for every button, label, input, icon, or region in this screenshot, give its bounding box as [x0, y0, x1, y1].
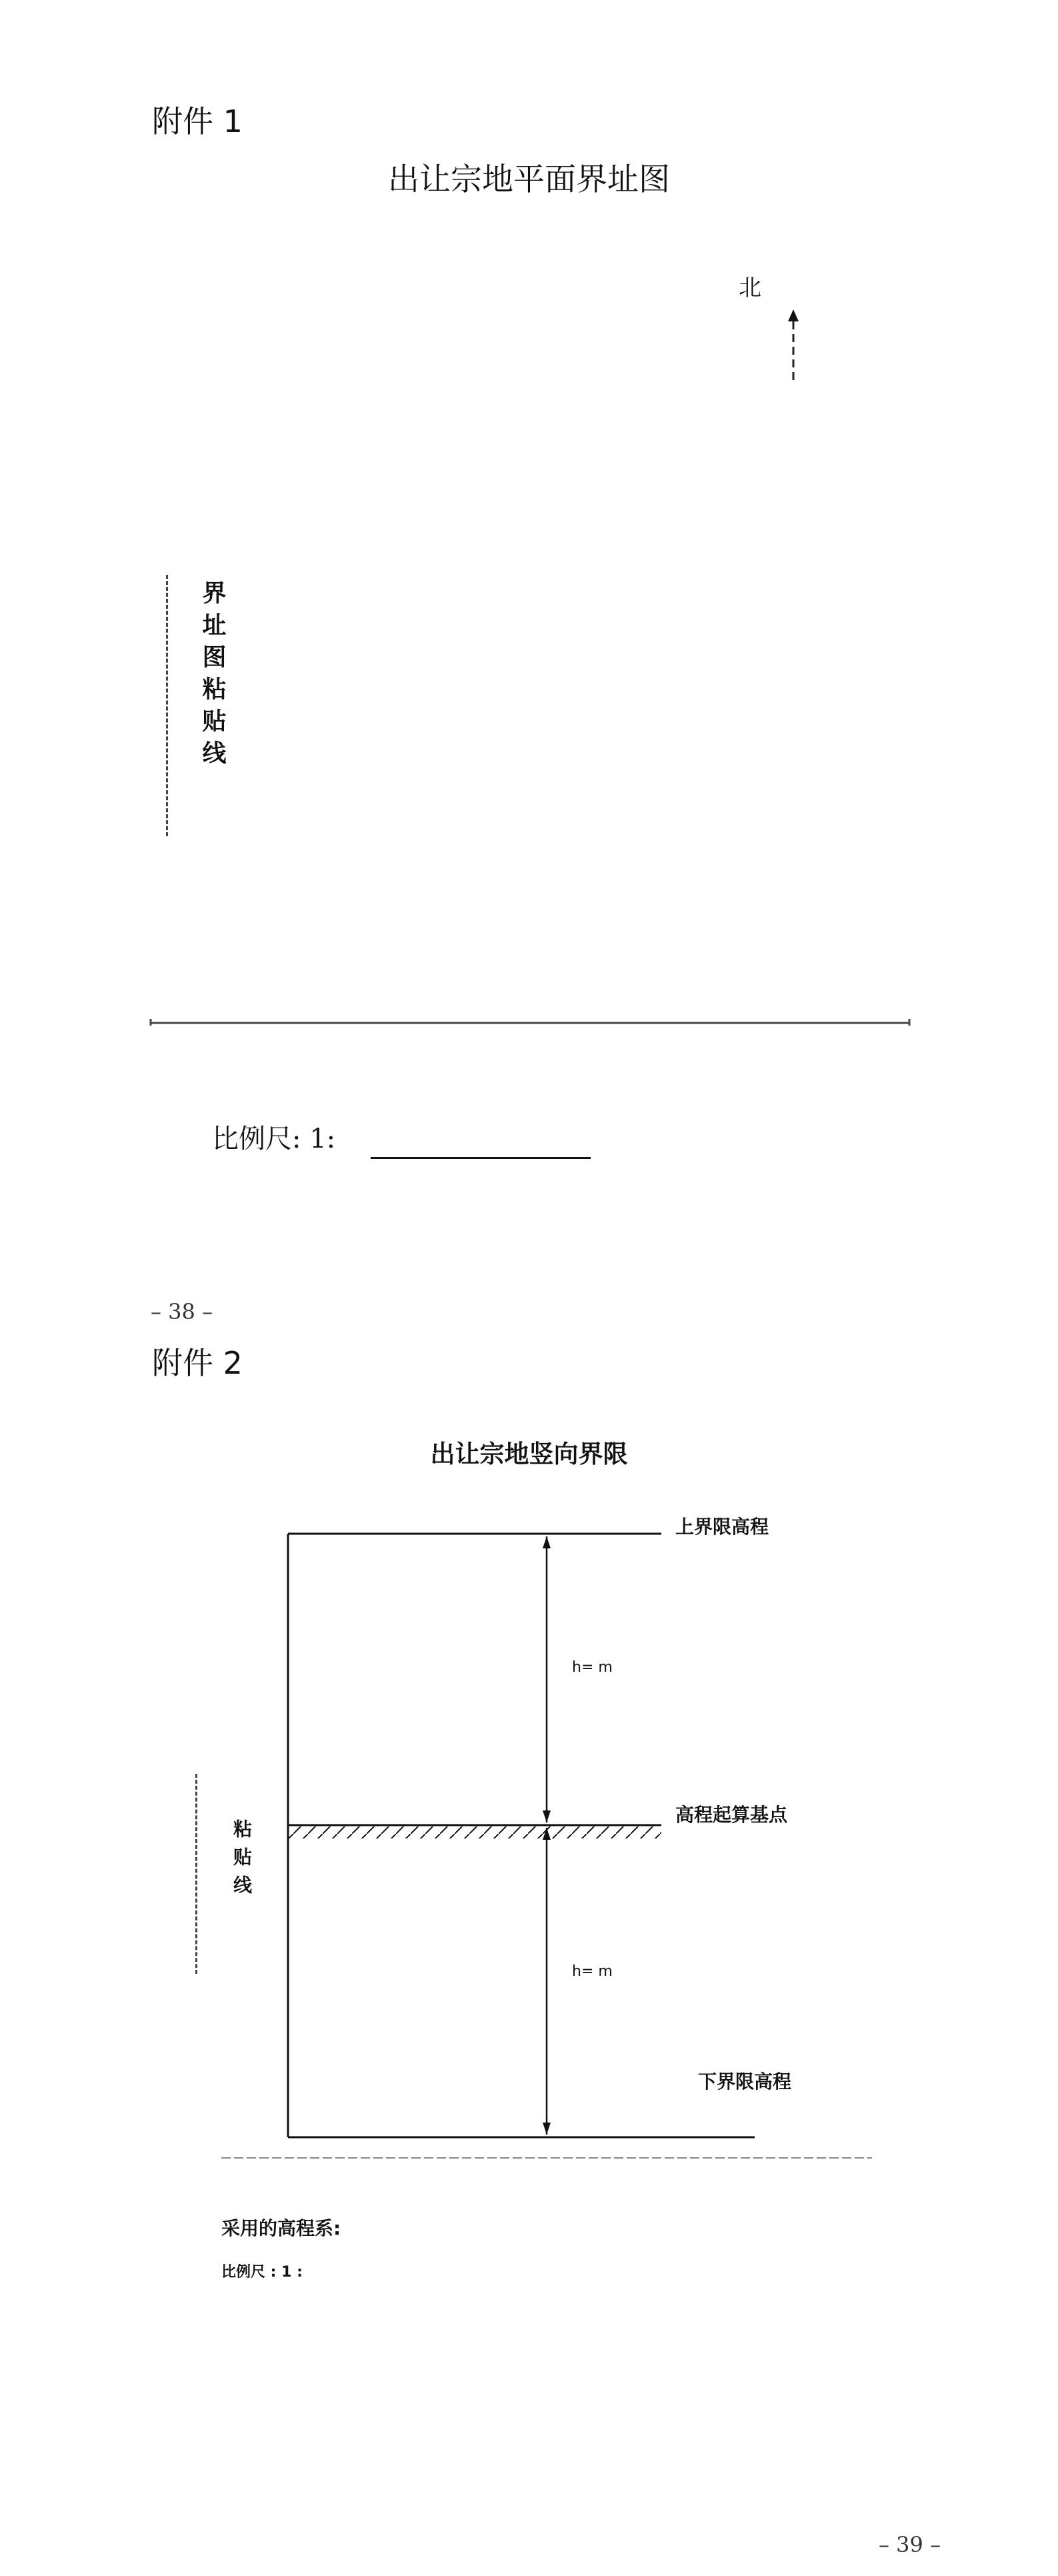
- elevation-system-label: 采用的高程系:: [221, 2217, 341, 2239]
- plan-boundary-map-title: 出让宗地平面界址图: [388, 161, 670, 198]
- attachment-1-label: 附件 1: [152, 103, 243, 139]
- scale-label-page2: 比例尺 : 1 :: [221, 2264, 303, 2281]
- upper-height-value: h= m: [572, 1659, 613, 1676]
- page-number-38: – 38 –: [151, 1299, 213, 1324]
- north-arrow-icon: [788, 309, 799, 381]
- boundary-map-paste-line-label: 界址图粘贴线: [199, 580, 226, 772]
- paste-line-label-2: 粘贴线: [231, 1819, 253, 1903]
- base-elevation-point-label: 高程起算基点: [675, 1804, 788, 1826]
- north-label: 北: [739, 275, 761, 301]
- vertical-boundary-title: 出让宗地竖向界限: [430, 1440, 628, 1468]
- lower-height-value: h= m: [572, 1963, 613, 1980]
- vertical-boundary-diagram: [288, 1534, 755, 2137]
- page-number-39: – 39 –: [879, 2532, 941, 2557]
- scale-label-page1: 比例尺: 1:: [212, 1124, 336, 1154]
- attachment-2-label: 附件 2: [152, 1345, 243, 1381]
- upper-elevation-label: 上界限高程: [675, 1516, 769, 1538]
- lower-elevation-label: 下界限高程: [698, 2071, 792, 2093]
